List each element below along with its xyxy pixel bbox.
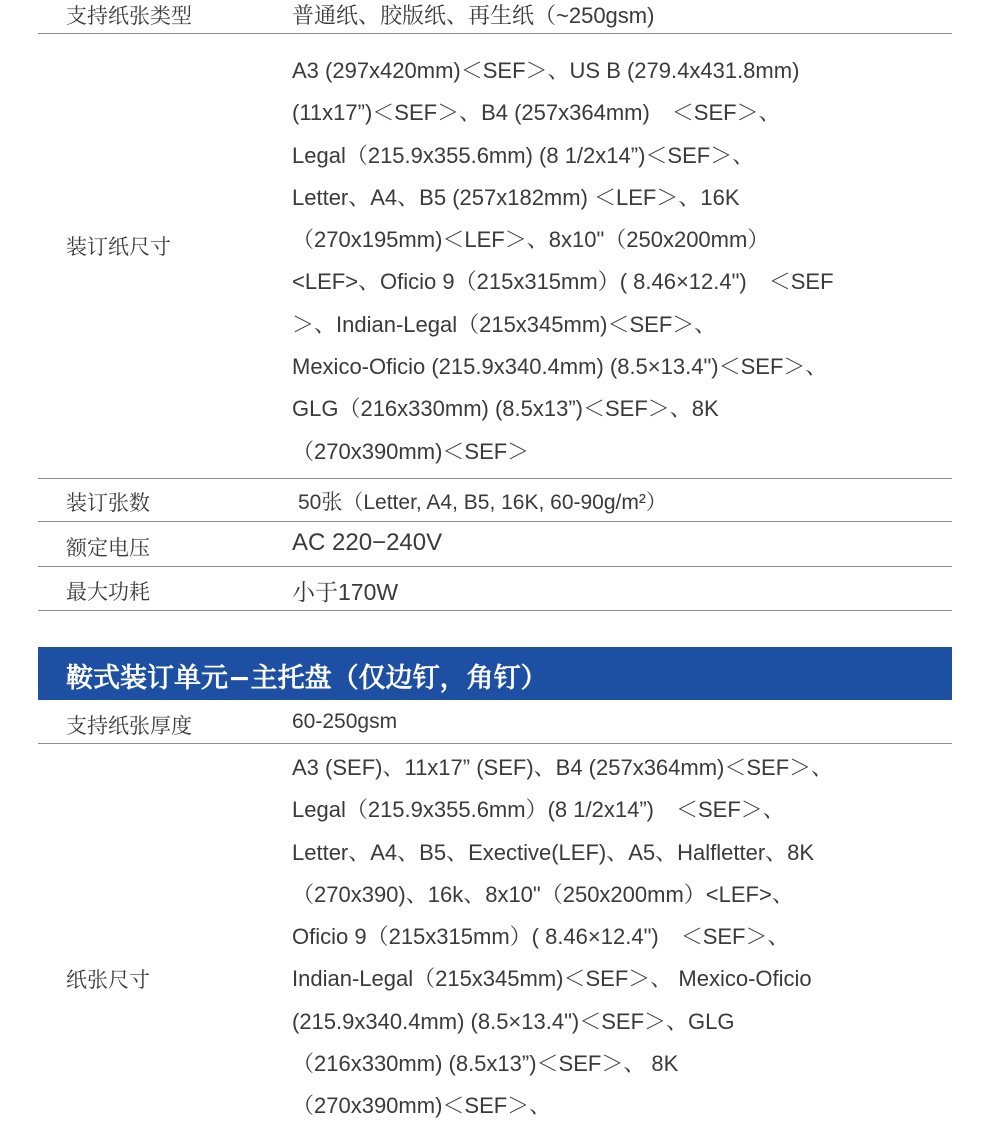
spec-table-2 — [38, 700, 952, 1144]
text-line: <LEF>、Oficio 9（215x315mm）( 8.46×12.4") ＜SEF — [292, 269, 834, 295]
row-value: 小于170W — [292, 579, 399, 605]
text-line: A3 (SEF)、11x17” (SEF)、B4 (257x364mm)＜SEF＞、 — [292, 755, 834, 780]
text-line: Oficio 9（215x315mm）( 8.46×12.4") ＜SEF＞、 — [292, 924, 790, 950]
spec-row-binding-sizes — [38, 34, 952, 479]
spec-row-paper-sizes — [38, 744, 952, 1144]
text-line: （270x390)、16k、8x10"（250x200mm）<LEF>、 — [292, 881, 794, 907]
text-line: Mexico-Oficio (215.9x340.4mm) (8.5×13.4")＜SEF＞、 — [292, 354, 828, 380]
text-line: Legal（215.9x355.6mm) (8 1/2x14”)＜SEF＞、 — [292, 142, 755, 168]
text-line: （270x390mm)＜SEF＞、 — [292, 1093, 552, 1119]
text-line: ＞、Indian-Legal（215x345mm)＜SEF＞、 — [292, 311, 717, 337]
row-label: 支持纸张类型 — [66, 5, 192, 28]
text-line: （216x330mm) (8.5x13”)＜SEF＞、 8K — [292, 1051, 679, 1077]
spec-row-binding-count — [38, 479, 952, 522]
row-label: 支持纸张厚度 — [66, 715, 192, 738]
row-value: 50张（Letter, A4, B5, 16K, 60-90g/m²） — [298, 491, 667, 514]
section-title: 鞍式装订单元−主托盘（仅边钉，角钉） — [66, 663, 548, 694]
text-line: Legal（215.9x355.6mm）(8 1/2x14”) ＜SEF＞、 — [292, 797, 785, 823]
row-label: 装订纸尺寸 — [66, 236, 171, 259]
text-line: GLG（216x330mm) (8.5x13”)＜SEF＞、8K — [292, 396, 719, 422]
row-value: 普通纸、胶版纸、再生纸（~250gsm) — [292, 3, 655, 28]
binding-sizes-text — [292, 50, 834, 473]
spec-row-voltage — [38, 522, 952, 567]
spec-row-paper-types — [38, 0, 952, 34]
text-line: Letter、A4、B5、Exective(LEF)、A5、Halfletter、8K — [292, 839, 815, 865]
spec-table-1 — [38, 0, 952, 611]
section-header-saddle-stitch — [38, 647, 952, 700]
spec-row-power — [38, 567, 952, 611]
text-line: (11x17”)＜SEF＞、B4 (257x364mm) ＜SEF＞、 — [292, 100, 781, 126]
spec-row-paper-thickness — [38, 700, 952, 744]
text-line: A3 (297x420mm)＜SEF＞、US B (279.4x431.8mm) — [292, 58, 800, 83]
row-label: 额定电压 — [66, 537, 150, 560]
text-line: Indian-Legal（215x345mm)＜SEF＞、 Mexico-Oficio — [292, 966, 812, 992]
text-line: （270x390mm)＜SEF＞ — [292, 438, 530, 464]
row-label: 最大功耗 — [66, 581, 150, 604]
row-value: AC 220−240V — [292, 529, 443, 556]
text-line: (215.9x340.4mm) (8.5×13.4")＜SEF＞、GLG — [292, 1008, 735, 1034]
row-label: 纸张尺寸 — [66, 969, 150, 992]
paper-sizes-text — [292, 747, 833, 1128]
text-line: （270x195mm)＜LEF＞、8x10"（250x200mm） — [292, 227, 770, 253]
text-line: Letter、A4、B5 (257x182mm) ＜LEF＞、16K — [292, 184, 740, 210]
row-value: 60-250gsm — [292, 710, 398, 733]
row-label: 装订张数 — [66, 492, 150, 515]
